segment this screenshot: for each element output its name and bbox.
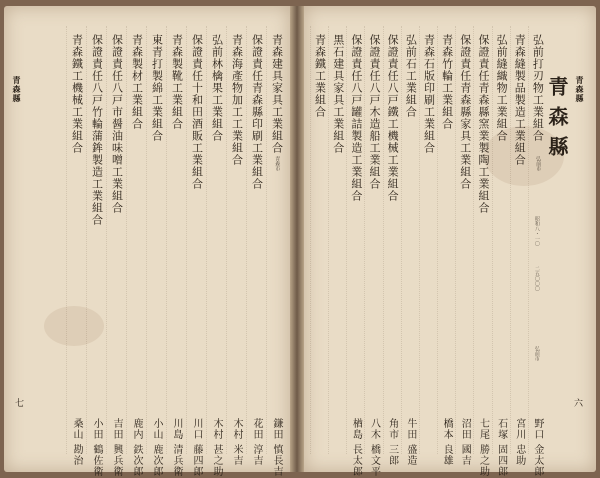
entry-rep: 小田 鶴佐衛 (91, 418, 102, 478)
entry-name: 青森製材工業組合 (130, 34, 144, 130)
table-row (246, 26, 266, 467)
entry-rep: 七尾 勝之助 (477, 418, 489, 478)
left-page (4, 6, 290, 478)
table-row (383, 26, 401, 467)
entry-rep: 宮川 忠助 (513, 418, 525, 467)
table-row (346, 26, 364, 478)
entry-name: 弘前石工業組合 (404, 34, 418, 118)
entry-name: 青森鐵工業組合 (313, 34, 327, 118)
table-row (106, 26, 126, 478)
entry-loc: 青森市 (274, 156, 281, 171)
entry-rep: 角市 三郎 (386, 418, 398, 467)
table-row (66, 26, 86, 467)
entry-loc: 弘前市 (535, 156, 542, 171)
table-row (328, 26, 346, 454)
entry-name: 保證責任八戸竹輪蒲鉾製造工業組合 (90, 34, 104, 226)
table-row (364, 26, 382, 478)
table-row (401, 26, 419, 467)
entry-rep: 楢島 長太郎 (350, 418, 362, 478)
entry-name: 保證責任十和田酒販工業組合 (190, 34, 204, 190)
entry-name: 保證責任青森縣窯業製陶工業組合 (476, 34, 490, 214)
entry-rep: 牛田 盛造 (404, 418, 416, 467)
table-row (528, 26, 546, 478)
table-row (166, 26, 186, 478)
table-row (266, 26, 286, 478)
entry-list (310, 26, 546, 478)
entry-num: 二五〇〇〇 (533, 266, 540, 291)
entry-list (28, 26, 286, 478)
entry-name: 保證責任八戸罐詰製造工業組合 (349, 34, 363, 202)
entry-rep: 木村 甚之助 (211, 418, 222, 478)
entry-name: 弘前打刃物工業組合 (531, 34, 545, 142)
section-title: 青森縣 (545, 76, 569, 166)
entry-rep: 八木 橋文平 (368, 418, 380, 478)
page-number: 六 (572, 398, 582, 407)
table-row (126, 26, 146, 478)
table-row (492, 26, 510, 478)
entry-rep: 花田 淳吉 (251, 418, 262, 467)
table-row (186, 26, 206, 478)
entry-name: 黒石建具家具工業組合 (331, 34, 345, 154)
entry-rep: 吉田 興兵衛 (111, 418, 122, 478)
page-number: 七 (13, 398, 23, 407)
entry-name: 青森縫製品製造工業組合 (513, 34, 527, 166)
entry-rep: 野口 金太郎 (531, 418, 543, 478)
entry-name: 保證責任八戸木造船工業組合 (368, 34, 382, 190)
running-head: 青森縣 (12, 76, 22, 103)
table-row (455, 26, 473, 467)
entry-name: 弘前林檎果工業組合 (210, 34, 224, 142)
entry-rep: 沼田 國吉 (459, 418, 471, 467)
entry-rep: 鹿内 鉄次郎 (131, 418, 142, 478)
table-row (206, 26, 226, 478)
table-row (419, 26, 437, 454)
entry-name: 青森石版印刷工業組合 (422, 34, 436, 154)
entry-name: 保證責任青森縣印刷工業組合 (250, 34, 264, 190)
book-gutter (290, 6, 304, 472)
entry-name: 青森竹輪工業組合 (440, 34, 454, 130)
entry-name: 青森建具家具工業組合 (270, 34, 284, 154)
entry-rep: 桑山 勘治 (71, 418, 82, 467)
table-row (510, 26, 528, 467)
entry-name: 保證責任八戸市醤油味噌工業組合 (110, 34, 124, 214)
table-row (226, 26, 246, 467)
entry-rep-addr: 弘前市 (533, 346, 540, 361)
entry-date: 昭和八・一〇 (533, 216, 540, 246)
entry-rep: 小山 鹿次郎 (151, 418, 162, 478)
table-row (310, 26, 328, 454)
entry-rep: 鎌田 慎長吉 (271, 418, 282, 478)
entry-name: 青森鐵工機械工業組合 (70, 34, 84, 154)
table-row (146, 26, 166, 478)
entry-name: 弘前縫織物工業組合 (495, 34, 509, 142)
running-head: 青森縣 (575, 76, 585, 103)
table-row (86, 26, 106, 478)
entry-name: 青森製靴工業組合 (170, 34, 184, 130)
entry-name: 青森海產物加工工業組合 (230, 34, 244, 166)
entry-rep: 川島 清兵衛 (171, 418, 182, 478)
entry-name: 保證責任青森縣家具工業組合 (458, 34, 472, 190)
entry-rep: 橋本 良雄 (441, 418, 453, 467)
entry-rep: 川口 藤四郎 (191, 418, 202, 478)
table-row (437, 26, 455, 467)
right-page (304, 6, 596, 478)
entry-rep: 木村 米吉 (231, 418, 242, 467)
table-row (473, 26, 491, 478)
entry-name: 東青打製綿工業組合 (150, 34, 164, 142)
entry-name: 保證責任八戸鐵工機械工業組合 (386, 34, 400, 202)
entry-rep: 石塚 固四郎 (495, 418, 507, 478)
